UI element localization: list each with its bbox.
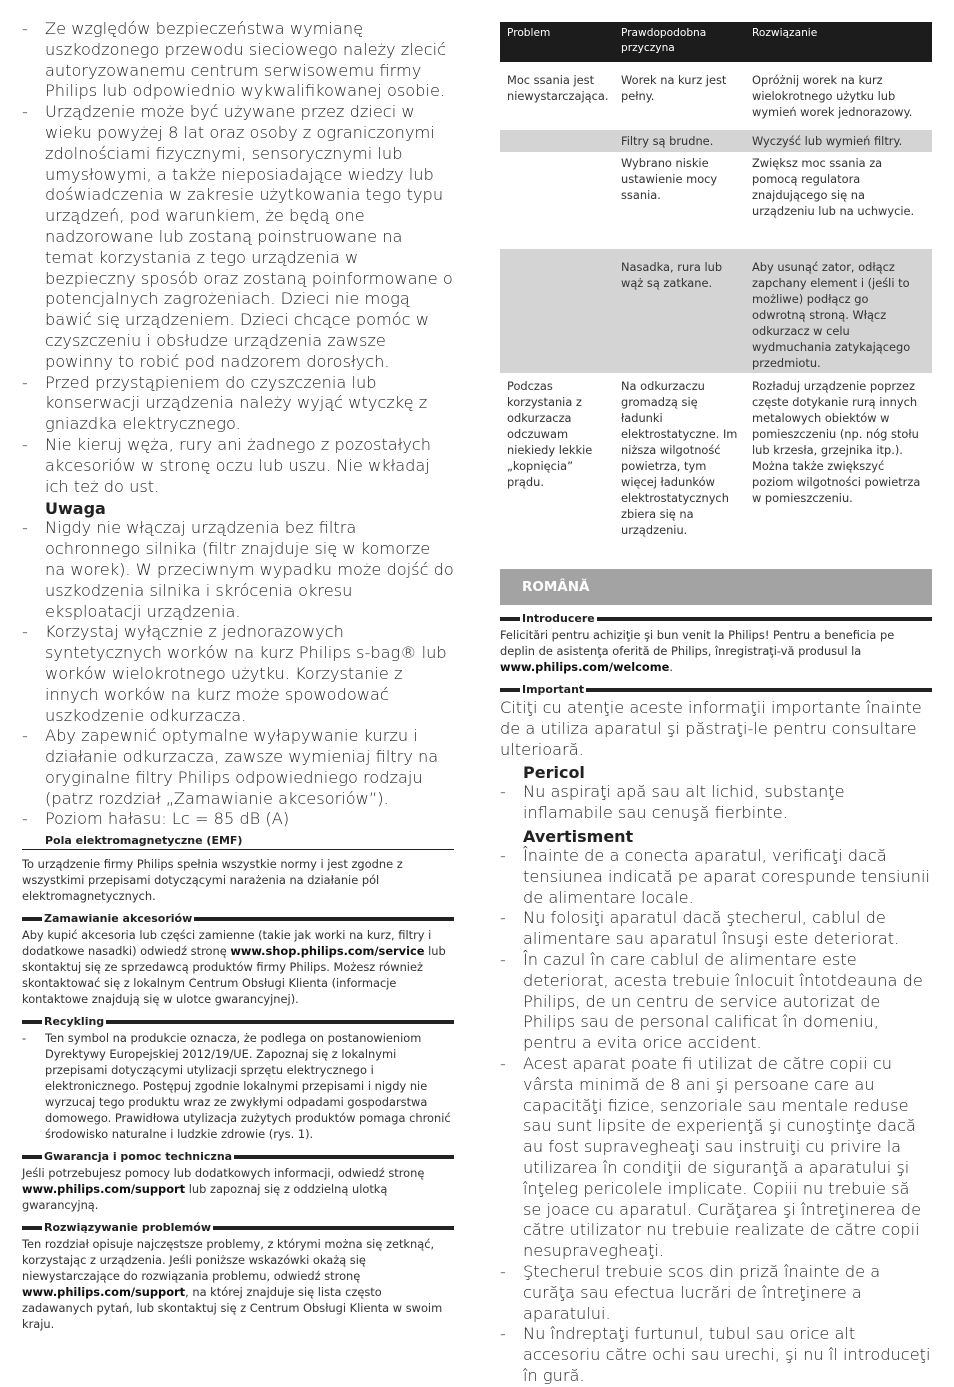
warning-item: - Przed przystąpieniem do czyszczenia lub konserwacji urządzenia należy wyjąć wtyczkę z gniazdka elektrycznego. [22, 372, 428, 434]
table-row [500, 130, 932, 152]
warning-item: - Ze względów bezpieczeństwa wymianę uszkodzonego przewodu sieciowego należy zlecić autoryzowanemu centrum serwisowemu firmy Philips lub odpowiednio wykwalifikowanej osobie. [22, 19, 447, 101]
problem-cell [500, 152, 614, 249]
orders-text: Aby kupić akcesoria lub części zamienne (takie jak worki na kurz, filtry i dodatkowe nasadki) odwiedź stronę www.shop.philips.com/service lub skontaktuj się ze sprzedawcą produktów firmy Philips. Możesz również skontaktować się z lokalnym Centrum Obsługi Klienta (informacje kontaktowe znajdują się w ulotce gwarancyjnej). [22, 928, 446, 1007]
warning-list-pl [22, 19, 454, 497]
right-column [500, 22, 932, 1387]
table-row [500, 152, 932, 249]
column-header: Problem [500, 22, 614, 62]
recycling-section [22, 1013, 454, 1142]
table-row [500, 249, 932, 373]
warranty-text: Jeśli potrzebujesz pomocy lub dodatkowych informacji, odwiedź stronę www.philips.com/support lub zapoznaj się z oddzielną ulotką gwarancyjną. [22, 1166, 425, 1213]
language-banner: ROMÂNĂ [500, 569, 932, 605]
caution-list-pl [22, 518, 454, 830]
recycling-text: - Ten symbol na produkcie oznacza, że podlega on postanowieniom Dyrektywy Europejskiej 2012/19/UE. Zapoznaj się z lokalnymi przepisami dotyczącymi utylizacji sprzętu elektrycznego i elektronicznego. Postępuj zgodnie lokalnymi przepisami i nigdy nie wyrzucaj tego produktu wraz ze zwykłymi odpadami gospodarstwa domowego. Prawidłowa utylizacja zużytych produktów pomaga chronić środowisko naturalne i ludzkie zdrowie (rys. 1). [22, 1031, 451, 1142]
intro-text: Felicitări pentru achiziţie şi bun venit la Philips! Pentru a beneficia pe deplin de asistenţa oferită de Philips, înregistraţi-vă produsul la www.philips.com/welcome. [500, 628, 895, 674]
warning-item: - Acest aparat poate fi utilizat de către copii cu vârsta minimă de 8 ani şi persoane care au capacităţi fizice, senzoriale sau mentale reduse sau sunt lipsite de experienţă şi cunoştinţe dacă au fost supravegheaţi sau instruiţi cu privire la utilizarea în condiţii de siguranţă a aparatului şi înţeleg pericolele implicate. Copiii nu trebuie să se joace cu aparatul. Curăţarea şi întreţinerea de către utilizator nu trebuie realizate de către copii nesupravegheaţi. [500, 1053, 922, 1261]
intro-heading: Introducere [500, 610, 932, 627]
problem-cell: Moc ssania jest niewystarczająca. [507, 73, 609, 103]
important-heading: Important [500, 681, 932, 698]
caution-item: - Aby zapewnić optymalne wyłapywanie kurzu i działanie odkurzacza, zawsze wymieniaj filtry na oryginalne filtry Philips odpowiedniego rodzaju (patrz rozdział „Zamawianie akcesoriów”). [22, 726, 439, 808]
support-link[interactable]: www.philips.com/support [22, 1285, 186, 1300]
solution-cell: Rozładuj urządzenie poprzez częste dotykanie rurą innych metalowych obiektów w pomieszczeniu (np. nóg stołu lub krzesła, grzejnika itp.). Można także zwiększyć poziom wilgotności powietrza w pomieszczeniu. [752, 379, 921, 505]
warning-item: - Înainte de a conecta aparatul, verificaţi dacă tensiunea indicată pe aparat corespunde tensiunii de alimentare locale. [500, 845, 931, 907]
orders-heading: Zamawianie akcesoriów [22, 910, 454, 927]
warning-item: - Ştecherul trebuie scos din priză înainte de a curăţa sau efectua lucrări de întreţinere a aparatului. [500, 1261, 881, 1323]
solution-cell: Opróżnij worek na kurz wielokrotnego użytku lub wymień worek jednorazowy. [752, 73, 913, 119]
emf-heading: Pola elektromagnetyczne (EMF) [45, 834, 243, 848]
intro-section [500, 610, 932, 675]
orders-section [22, 910, 454, 1007]
column-header: Prawdopodobna przyczyna [614, 22, 745, 62]
caution-item: - Korzystaj wyłącznie z jednorazowych syntetycznych worków na kurz Philips s-bag® lub worków wielokrotnego użytku. Korzystanie z innych worków na kurz może spowodować uszkodzenie odkurzacza. [22, 622, 447, 725]
warning-item: - În cazul în care cablul de alimentare este deteriorat, acesta trebuie înlocuit întotdeauna de Philips, de un centru de service autorizat de Philips sau de personal calificat în domeniu, pentru a evita orice accident. [500, 949, 923, 1053]
solution-cell: Wyczyść lub wymień filtry. [745, 130, 932, 152]
problem-cell [500, 249, 614, 373]
danger-item: - Nu aspiraţi apă sau alt lichid, substanţe inflamabile sau cenuşă fierbinte. [500, 782, 845, 823]
shop-link[interactable]: www.shop.philips.com/service [230, 944, 425, 959]
cause-cell: Wybrano niskie ustawienie mocy ssania. [621, 156, 718, 202]
troubleshooting-section [22, 1219, 454, 1332]
emf-text: To urządzenie firmy Philips spełnia wszystkie normy i jest zgodne z wszystkimi przepisami dotyczącymi narażenia na działanie pól elektromagnetycznych. [22, 857, 403, 904]
warranty-section [22, 1148, 454, 1213]
caution-item: - Nigdy nie włączaj urządzenia bez filtra ochronnego silnika (filtr znajduje się w komorze na worek). W przeciwnym wypadku może dojść do uszkodzenia silnika i skrócenia okresu eksploatacji urządzenia. [22, 518, 454, 621]
danger-list-ro [500, 782, 932, 824]
table-row [500, 373, 932, 541]
troubleshooting-text: Ten rozdział opisuje najczęstsze problemy, z którymi można się zetknąć, korzystając z urządzenia. Jeśli poniższe wskazówki okażą się niewystarczające do rozwiązania problemu, odwiedź stronę www.philips.com/support, na której znajduje się lista często zadawanych pytań, lub skontaktuj się z Centrum Obsługi Klienta w swoim kraju. [22, 1237, 443, 1332]
support-link[interactable]: www.philips.com/support [22, 1182, 186, 1197]
solution-cell: Aby usunąć zator, odłącz zapchany element i (jeśli to możliwe) podłącz go odwrotną stroną. Włącz odkurzacz w celu wydmuchania zatykającego przedmiotu. [745, 249, 932, 373]
warning-item: - Urządzenie może być używane przez dzieci w wieku powyżej 8 lat oraz osoby z ograniczonymi zdolnościami fizycznymi, sensorycznymi lub umysłowymi, a także nieposiadające wiedzy lub doświadczenia w zakresie użytkowania tego typu urządzeń, pod warunkiem, że będą one nadzorowane lub zostaną poinstruowane na temat korzystania z tego urządzenia w bezpieczny sposób oraz zostaną poinformowane o potencjalnych zagrożeniach. Dzieci nie mogą bawić się urządzeniem. Dzieci chcące pomóc w czyszczeniu i obsłudze urządzenia zawsze powinny to robić pod nadzorem dorosłych. [22, 102, 453, 371]
table-row [500, 62, 932, 130]
cause-cell: Nasadka, rura lub wąż są zatkane. [614, 249, 745, 373]
solution-cell: Zwiększ moc ssania za pomocą regulatora znajdującego się na urządzeniu lub na uchwycie. [752, 156, 915, 218]
table-header-row [500, 22, 932, 62]
warning-list-ro [500, 846, 932, 1387]
caution-item: - Poziom hałasu: Lc = 85 dB (A) [22, 809, 290, 829]
troubleshooting-heading: Rozwiązywanie problemów [22, 1219, 454, 1236]
problem-cell: Podczas korzystania z odkurzacza odczuwam niekiedy lekkie „kopnięcia” prądu. [507, 379, 593, 489]
important-section [500, 681, 932, 760]
cause-cell: Worek na kurz jest pełny. [621, 73, 727, 103]
warranty-heading: Gwarancja i pomoc techniczna [22, 1148, 454, 1165]
danger-heading: Pericol [523, 763, 585, 783]
warning-heading: Avertisment [523, 826, 634, 846]
caution-heading: Uwaga [45, 499, 106, 519]
recycling-heading: Recykling [22, 1013, 454, 1030]
welcome-link[interactable]: www.philips.com/welcome [500, 660, 670, 674]
problem-cell [500, 130, 614, 152]
cause-cell: Na odkurzaczu gromadzą się ładunki elektrostatyczne. Im niższa wilgotność powietrza, tym więcej ładunków elektrostatycznych zbiera się na urządzeniu. [621, 379, 738, 537]
troubleshooting-table [500, 22, 932, 541]
left-column [22, 0, 454, 1332]
warning-item: - Nu îndreptaţi furtunul, tubul sau orice alt accesoriu către ochi sau urechi, şi nu îl introduceţi în gură. [500, 1324, 931, 1385]
cause-cell: Filtry są brudne. [614, 130, 745, 152]
emf-rule [22, 849, 454, 850]
warning-item: - Nie kieruj węża, rury ani żadnego z pozostałych akcesoriów w stronę oczu lub uszu. Nie wkładaj ich też do ust. [22, 434, 432, 496]
important-text: Citiţi cu atenţie aceste informaţii importante înainte de a utiliza aparatul şi păstraţi-le pentru consultare ulterioară. [500, 698, 922, 759]
column-header: Rozwiązanie [745, 22, 932, 62]
warning-item: - Nu folosiţi aparatul dacă ştecherul, cablul de alimentare sau aparatul însuşi este deteriorat. [500, 908, 900, 949]
